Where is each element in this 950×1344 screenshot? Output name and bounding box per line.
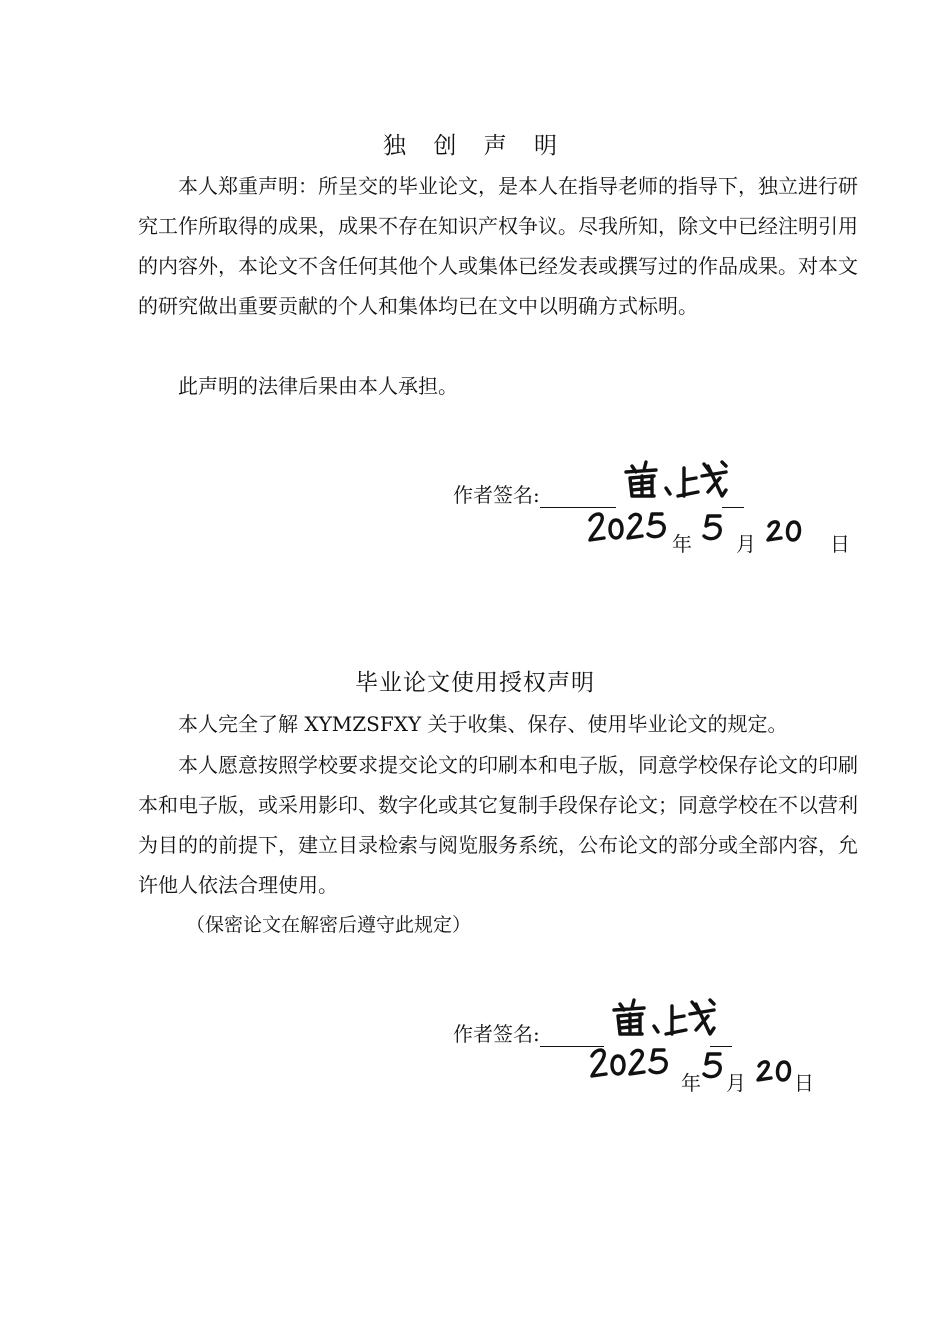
originality-year-unit: 年 — [672, 532, 692, 556]
originality-year-handwriting — [586, 506, 672, 546]
authorization-day-unit: 日 — [794, 1071, 814, 1095]
authorization-paragraph-2: 本人愿意按照学校要求提交论文的印刷本和电子版，同意学校保存论文的印刷本和电子版，或采用影印、数字化或其它复制手段保存论文；同意学校在不以营利为目的的前提下，建立目录检索与阅览服务系统，公布论文的部分或全部内容，允许他人依法合理使用。 — [138, 753, 858, 897]
originality-month-unit: 月 — [736, 532, 756, 556]
originality-month-handwriting — [700, 512, 726, 546]
authorization-title: 毕业论文使用授权声明 — [355, 670, 595, 696]
originality-signature-label: 作者签名: — [453, 483, 540, 507]
authorization-day-handwriting — [756, 1058, 796, 1086]
authorization-paragraph-1: 本人完全了解 XYMZSFXY 关于收集、保存、使用毕业论文的规定。 — [178, 712, 788, 736]
originality-day-unit: 日 — [830, 532, 850, 556]
originality-day-handwriting — [766, 518, 806, 546]
authorization-month-handwriting — [700, 1050, 726, 1084]
authorization-signature-handwriting — [610, 996, 720, 1040]
originality-title: 独 创 声 明 — [383, 133, 567, 159]
legal-consequence-paragraph: 此声明的法律后果由本人承担。 — [178, 374, 458, 398]
authorization-month-unit: 月 — [726, 1071, 746, 1095]
authorization-signature-label: 作者签名: — [453, 1022, 540, 1046]
confidential-note: （保密论文在解密后遵守此规定） — [186, 914, 472, 936]
originality-signature-handwriting — [622, 458, 732, 502]
originality-paragraph: 本人郑重声明：所呈交的毕业论文，是本人在指导老师的指导下，独立进行研究工作所取得的成果，成果不存在知识产权争议。尽我所知，除文中已经注明引用的内容外，本论文不含任何其他个人或集体已经发表或撰写过的作品成果。对本文的研究做出重要贡献的个人和集体均已在文中以明确方式标明。 — [138, 174, 858, 318]
signature-line — [540, 487, 616, 508]
authorization-year-unit: 年 — [681, 1071, 701, 1095]
authorization-year-handwriting — [588, 1042, 674, 1082]
